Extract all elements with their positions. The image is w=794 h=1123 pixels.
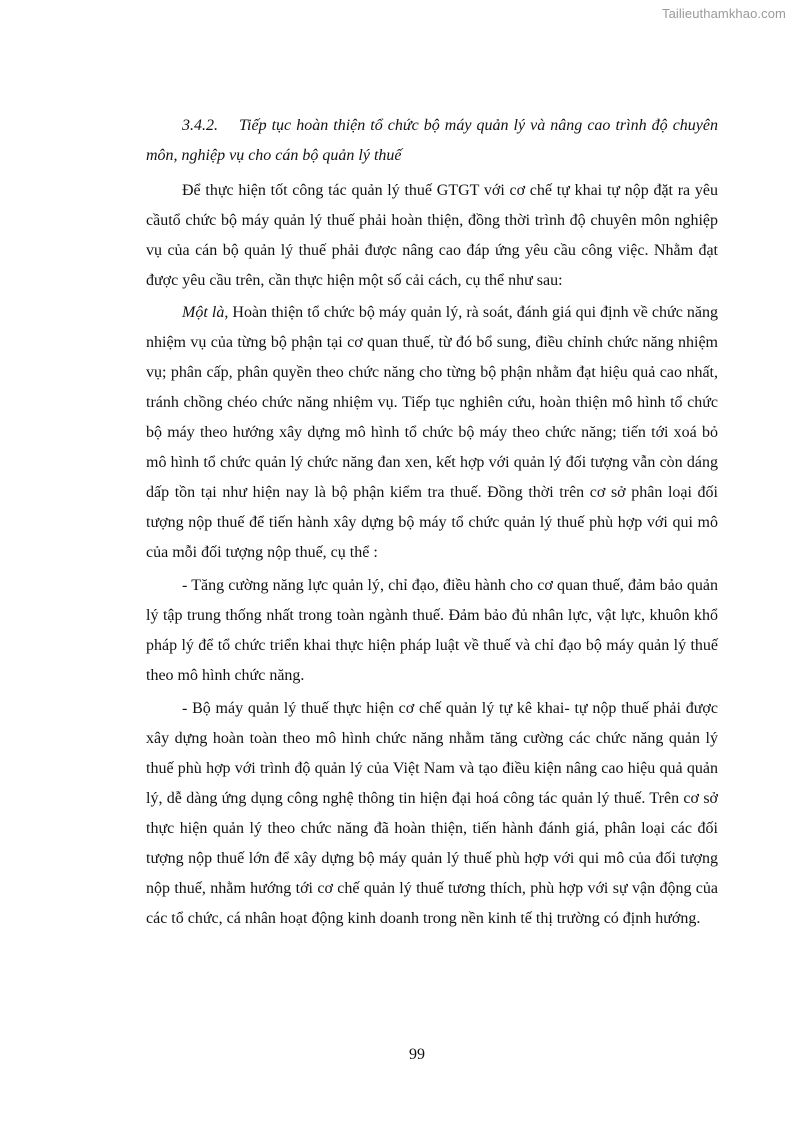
paragraph-mot-la bbox=[146, 298, 718, 568]
paragraph-lead-italic: Một là bbox=[182, 304, 225, 321]
document-body bbox=[146, 111, 718, 936]
paragraph-intro: Để thực hiện tốt công tác quản lý thuế GTGT với cơ chế tự khai tự nộp đặt ra yêu cầutổ chức bộ máy quản lý thuế phải hoàn thiện, đồng thời trình độ chuyên môn nghiệp vụ của cán bộ quản lý thuế phải được nâng cao đáp ứng yêu cầu công việc. Nhằm đạt được yêu cầu trên, cần thực hiện một số cải cách, cụ thể như sau: bbox=[146, 182, 718, 289]
paragraph-mot-la-text: , Hoàn thiện tổ chức bộ máy quản lý, rà soát, đánh giá qui định về chức năng nhiệm vụ của từng bộ phận tại cơ quan thuế, từ đó bổ sung, điều chỉnh chức năng nhiệm vụ; phân cấp, phân quyền theo chức năng cho từng bộ phận nhằm đạt hiệu quả cao nhất, tránh chồng chéo chức năng nhiệm vụ. Tiếp tục nghiên cứu, hoàn thiện mô hình tổ chức bộ máy theo hướng xây dựng mô hình tổ chức bộ máy theo chức năng; tiến tới xoá bỏ mô hình tổ chức quản lý chức năng đan xen, kết hợp với quản lý đối tượng vẫn còn dáng dấp tồn tại như hiện nay là bộ phận kiểm tra thuế. Đồng thời trên cơ sở phân loại đối tượng nộp thuế để tiến hành xây dựng bộ máy tổ chức quản lý thuế phù hợp với qui mô của mỗi đối tượng nộp thuế, cụ thể : bbox=[146, 304, 718, 561]
paragraph-bullet-2: - Bộ máy quản lý thuế thực hiện cơ chế quản lý tự kê khai- tự nộp thuế phải được xây dựng hoàn toàn theo mô hình chức năng nhằm tăng cường các chức năng quản lý thuế phù hợp với trình độ quản lý của Việt Nam và tạo điều kiện nâng cao hiệu quả quản lý, dễ dàng ứng dụng công nghệ thông tin hiện đại hoá công tác quản lý thuế. Trên cơ sở thực hiện quản lý theo chức năng đã hoàn thiện, tiến hành đánh giá, phân loại các đối tượng nộp thuế lớn để xây dựng bộ máy quản lý thuế phù hợp với qui mô của đối tượng nộp thuế, nhằm hướng tới cơ chế quản lý thuế tương thích, phù hợp với sự vận động của các tổ chức, cá nhân hoạt động kinh doanh trong nền kinh tế thị trường có định hướng. bbox=[146, 700, 718, 927]
section-title: Tiếp tục hoàn thiện tổ chức bộ máy quản lý và nâng cao trình độ chuyên môn, nghiệp vụ cho cán bộ quản lý thuế bbox=[146, 117, 718, 164]
watermark: Tailieuthamkhao.com bbox=[661, 6, 786, 21]
section-heading bbox=[146, 111, 718, 171]
section-number: 3.4.2. bbox=[182, 117, 218, 134]
page-number: 99 bbox=[409, 1046, 425, 1063]
paragraph-bullet-1: - Tăng cường năng lực quản lý, chỉ đạo, điều hành cho cơ quan thuế, đảm bảo quản lý tập trung thống nhất trong toàn ngành thuế. Đảm bảo đủ nhân lực, vật lực, khuôn khổ pháp lý để tổ chức triển khai thực hiện pháp luật về thuế và chỉ đạo bộ máy quản lý thuế theo mô hình chức năng. bbox=[146, 577, 718, 684]
